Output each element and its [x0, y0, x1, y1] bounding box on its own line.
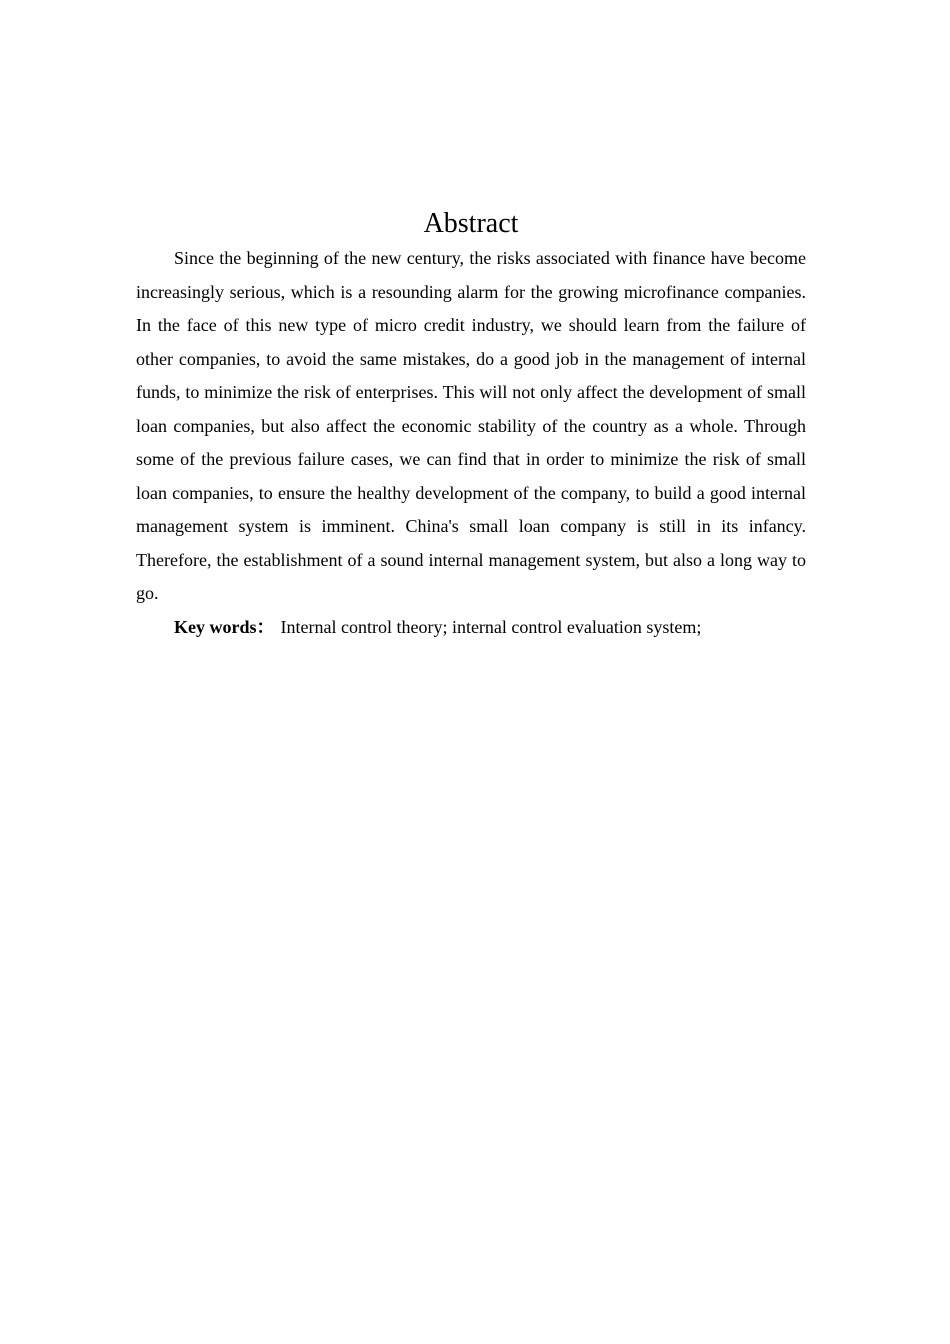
keywords-label: Key words: [174, 616, 257, 637]
keywords-text: Internal control theory; internal control evaluation system;: [280, 616, 702, 637]
keywords-separator: ：: [256, 616, 275, 637]
keywords-line: [136, 611, 806, 645]
abstract-paragraph: Since the beginning of the new century, the risks associated with finance have become increasingly serious, which is a resounding alarm for the growing microfinance companies. In the face of this new type of micro credit industry, we should learn from the failure of other companies, to avoid the same mistakes, do a good job in the management of internal funds, to minimize the risk of enterprises. This will not only affect the development of small loan companies, but also affect the economic stability of the country as a whole. Through some of the previous failure cases, we can find that in order to minimize the risk of small loan companies, to ensure the healthy development of the company, to build a good internal management system is imminent. China's small loan company is still in its infancy. Therefore, the establishment of a sound internal management system, but also a long way to go.: [136, 248, 806, 603]
abstract-title: Abstract: [423, 208, 519, 239]
abstract-section: [136, 206, 806, 644]
